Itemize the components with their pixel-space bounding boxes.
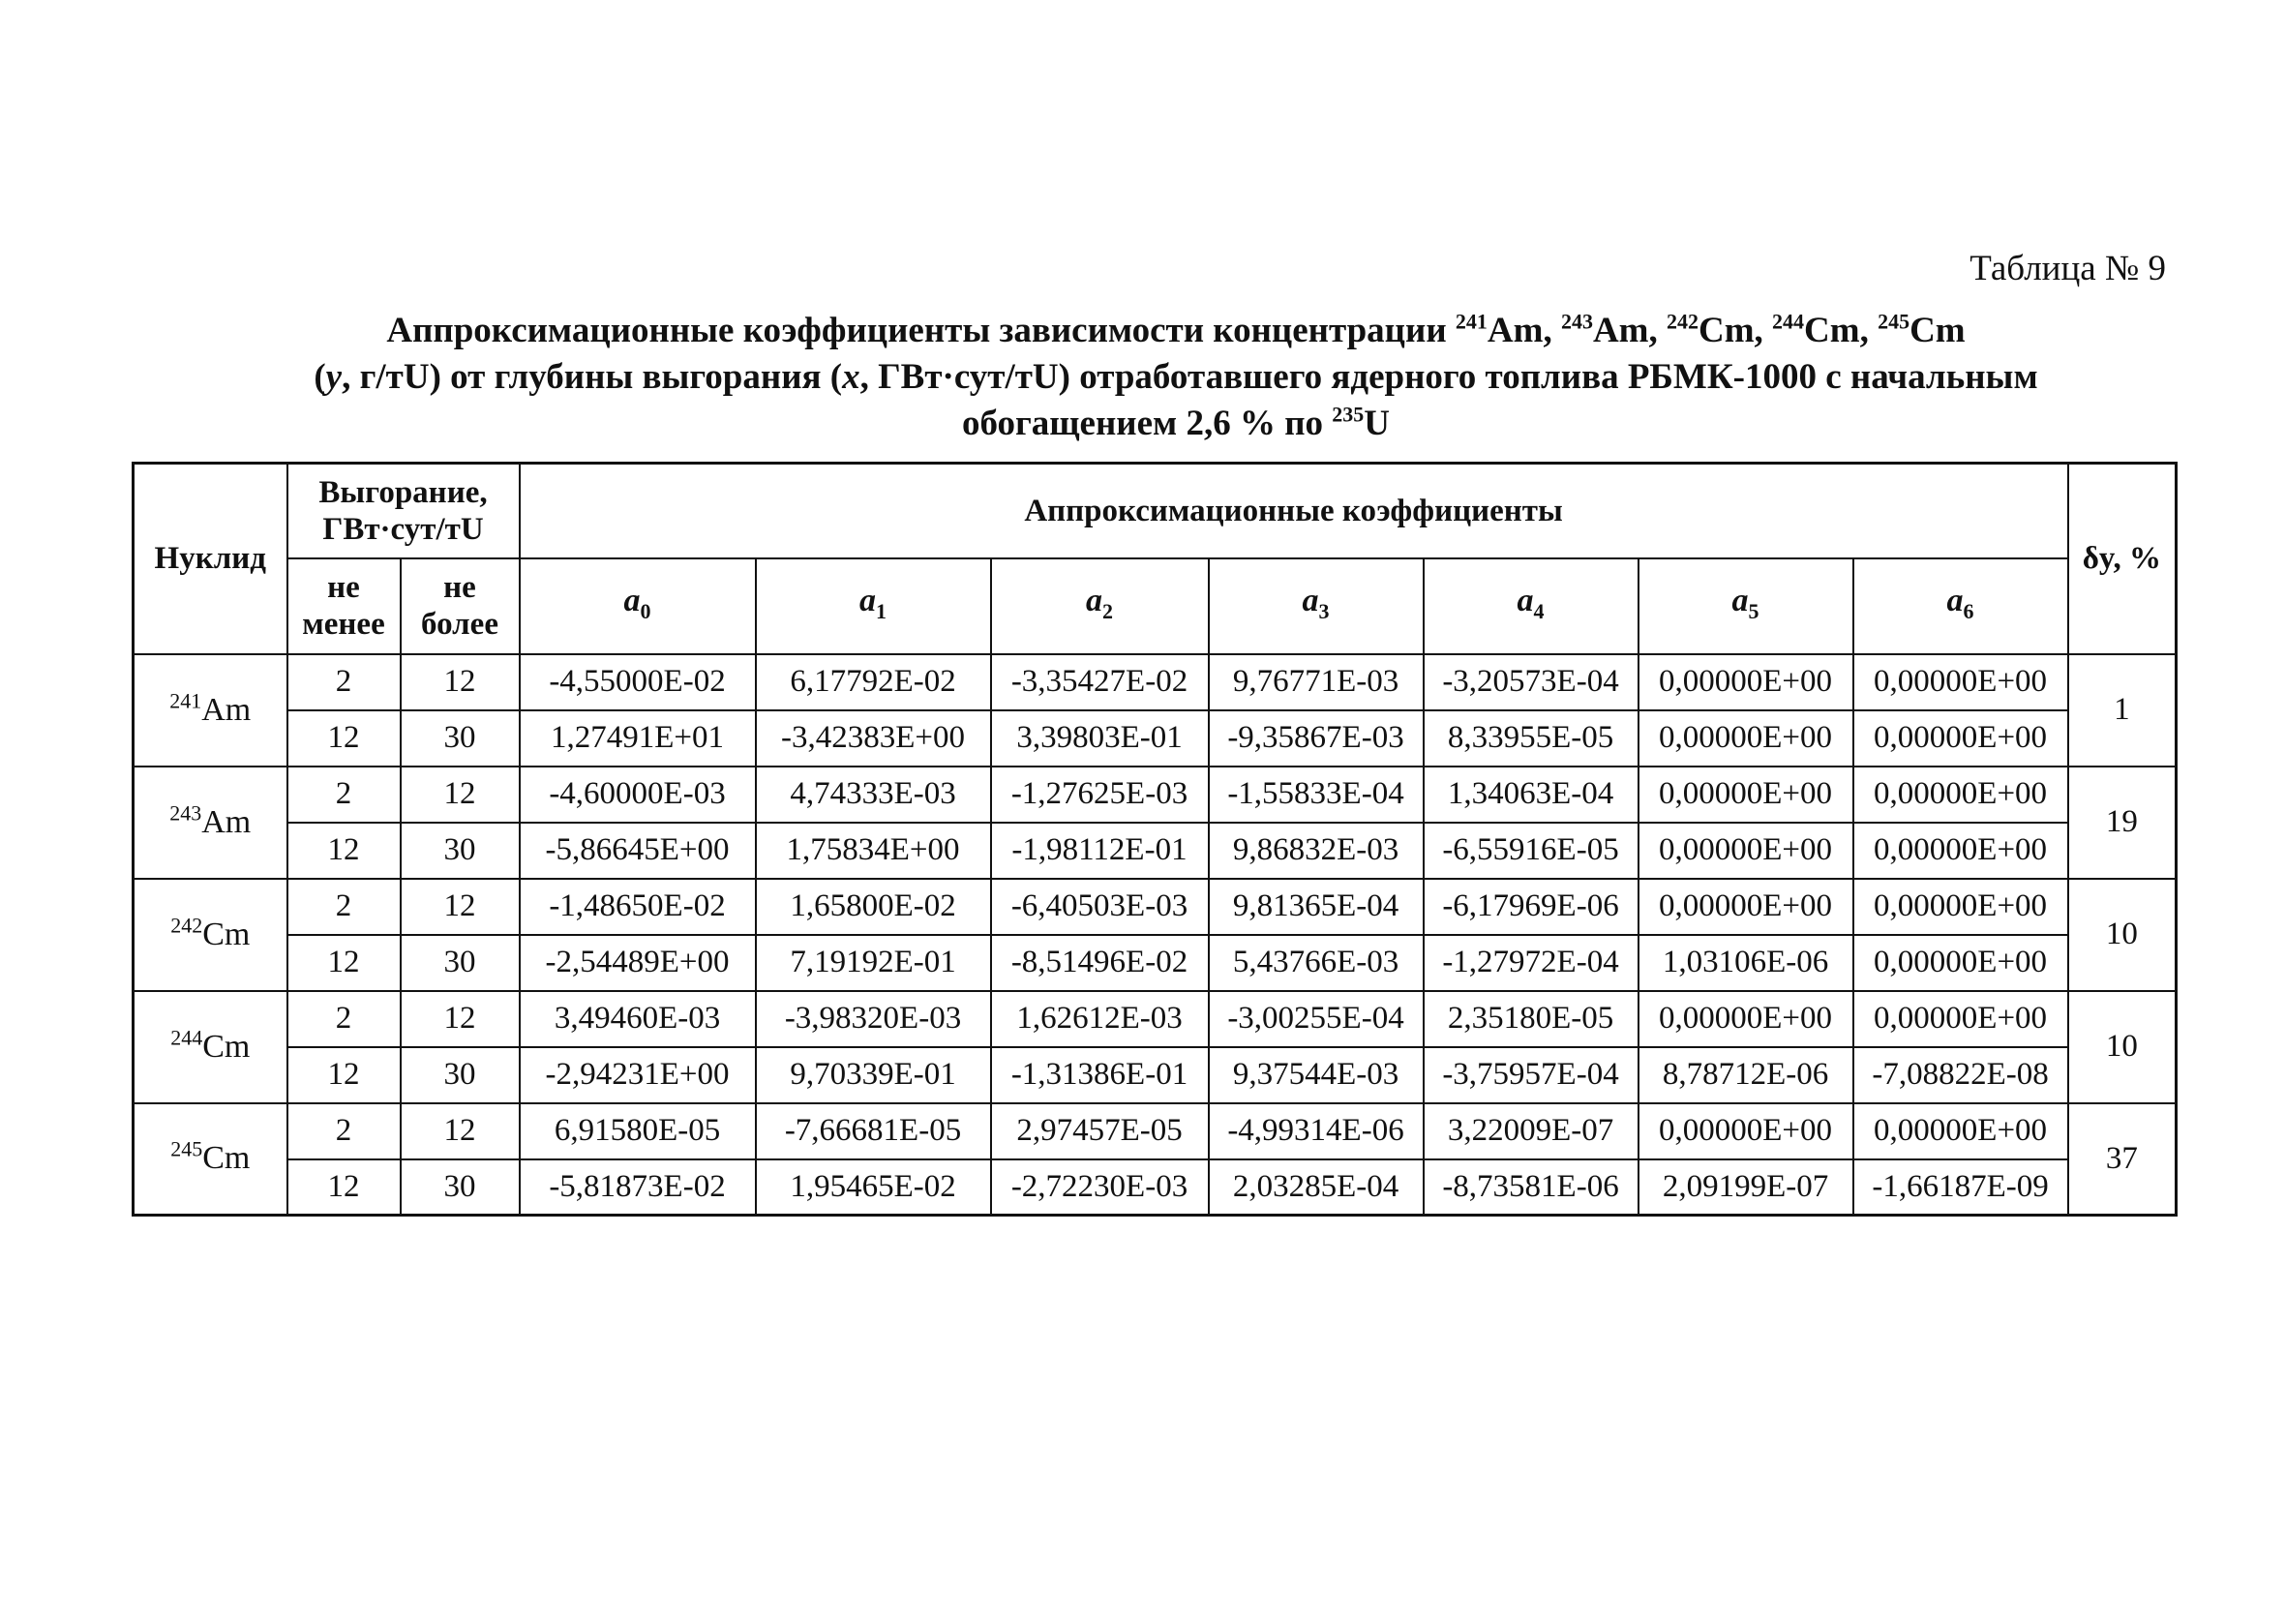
table-row xyxy=(134,935,2177,991)
nuclide-cell xyxy=(134,767,287,879)
burnup-min-cell: 12 xyxy=(287,823,401,879)
title-nuclide-separator: , xyxy=(1754,311,1773,350)
title-enrich-mass: 235 xyxy=(1332,402,1365,427)
coef-a6-cell: 0,00000E+00 xyxy=(1853,991,2068,1047)
burnup-min-cell: 12 xyxy=(287,1159,401,1216)
coef-a5-cell: 0,00000E+00 xyxy=(1639,823,1853,879)
coef-index: 6 xyxy=(1963,598,1974,623)
coef-a1-cell: 7,19192E-01 xyxy=(756,935,991,991)
coef-letter: a xyxy=(1086,582,1103,618)
coef-a2-cell: -1,27625E-03 xyxy=(991,767,1209,823)
coef-a3-cell: -4,99314E-06 xyxy=(1209,1103,1424,1159)
coef-a2-cell: 3,39803E-01 xyxy=(991,710,1209,767)
title-line-2: (y, г/тU) от глубины выгорания (x, ГВт·сут/тU) отработавшего ядерного топлива РБМК-1000 с начальным xyxy=(314,357,2038,397)
burnup-max-cell: 30 xyxy=(401,710,520,767)
coef-a4-cell: -3,20573E-04 xyxy=(1424,654,1639,710)
title-line-3 xyxy=(145,401,2207,447)
burnup-max-cell: 30 xyxy=(401,823,520,879)
coef-a4-cell: -6,55916E-05 xyxy=(1424,823,1639,879)
coef-a0-cell: -4,55000E-02 xyxy=(520,654,756,710)
coef-a6-cell: 0,00000E+00 xyxy=(1853,654,2068,710)
header-coef-a1 xyxy=(756,558,991,654)
table-row xyxy=(134,767,2177,823)
coef-a4-cell: 1,34063E-04 xyxy=(1424,767,1639,823)
title-nuclide-element: Am xyxy=(1487,311,1544,350)
coef-a2-cell: -6,40503E-03 xyxy=(991,879,1209,935)
burnup-max-cell: 12 xyxy=(401,879,520,935)
header-coef-a6 xyxy=(1853,558,2068,654)
coef-a4-cell: -1,27972E-04 xyxy=(1424,935,1639,991)
nuclide-mass: 244 xyxy=(170,1025,203,1050)
title-nuclide-element: Am xyxy=(1592,311,1649,350)
coef-a0-cell: -2,54489E+00 xyxy=(520,935,756,991)
coef-a3-cell: 2,03285E-04 xyxy=(1209,1159,1424,1216)
burnup-max-cell: 30 xyxy=(401,1047,520,1103)
title-nuclide-mass: 244 xyxy=(1772,309,1805,334)
coef-a4-cell: -8,73581E-06 xyxy=(1424,1159,1639,1216)
coef-index: 0 xyxy=(640,598,651,623)
title-nuclide-separator: , xyxy=(1648,311,1667,350)
coef-letter: a xyxy=(1731,582,1749,618)
coef-a2-cell: -2,72230E-03 xyxy=(991,1159,1209,1216)
table-row xyxy=(134,1103,2177,1159)
title-enrich-element: U xyxy=(1364,404,1391,443)
burnup-min-cell: 2 xyxy=(287,879,401,935)
coef-a3-cell: 9,37544E-03 xyxy=(1209,1047,1424,1103)
coef-a6-cell: 0,00000E+00 xyxy=(1853,1103,2068,1159)
coef-a2-cell: 2,97457E-05 xyxy=(991,1103,1209,1159)
header-delta: δy, % xyxy=(2068,464,2177,654)
coef-index: 2 xyxy=(1102,598,1114,623)
burnup-min-cell: 12 xyxy=(287,1047,401,1103)
title-y-var: y xyxy=(325,357,343,397)
coef-a4-cell: 8,33955E-05 xyxy=(1424,710,1639,767)
nuclide-element: Cm xyxy=(202,1028,251,1065)
title-text-3: обогащением 2,6 % по xyxy=(961,404,1333,443)
coef-a5-cell: 0,00000E+00 xyxy=(1639,991,1853,1047)
table-row xyxy=(134,654,2177,710)
burnup-max-cell: 30 xyxy=(401,935,520,991)
title-nuclide-element: Cm xyxy=(1698,311,1755,350)
coef-a6-cell: 0,00000E+00 xyxy=(1853,879,2068,935)
nuclide-element: Am xyxy=(201,691,252,728)
coef-index: 4 xyxy=(1533,598,1545,623)
coef-a5-cell: 0,00000E+00 xyxy=(1639,710,1853,767)
title-nuclide-mass: 242 xyxy=(1666,309,1699,334)
coef-a6-cell: 0,00000E+00 xyxy=(1853,823,2068,879)
burnup-min-cell: 2 xyxy=(287,991,401,1047)
coef-a5-cell: 0,00000E+00 xyxy=(1639,879,1853,935)
coef-a2-cell: -3,35427E-02 xyxy=(991,654,1209,710)
coef-a4-cell: -3,75957E-04 xyxy=(1424,1047,1639,1103)
coef-letter: a xyxy=(859,582,877,618)
coef-a1-cell: 1,75834E+00 xyxy=(756,823,991,879)
coef-letter: a xyxy=(623,582,641,618)
coef-a1-cell: 1,95465E-02 xyxy=(756,1159,991,1216)
nuclide-element: Cm xyxy=(202,1140,251,1177)
header-burnup-max: не более xyxy=(401,558,520,654)
coef-a1-cell: 4,74333E-03 xyxy=(756,767,991,823)
coef-a1-cell: -3,98320E-03 xyxy=(756,991,991,1047)
coef-a4-cell: 3,22009E-07 xyxy=(1424,1103,1639,1159)
burnup-min-cell: 2 xyxy=(287,654,401,710)
coef-a2-cell: -1,98112E-01 xyxy=(991,823,1209,879)
coef-a2-cell: 1,62612E-03 xyxy=(991,991,1209,1047)
nuclide-mass: 243 xyxy=(169,800,202,826)
coef-a2-cell: -8,51496E-02 xyxy=(991,935,1209,991)
coef-index: 1 xyxy=(876,598,887,623)
title-nuclide-mass: 245 xyxy=(1878,309,1910,334)
coef-index: 5 xyxy=(1748,598,1759,623)
coef-a5-cell: 0,00000E+00 xyxy=(1639,1103,1853,1159)
coef-a5-cell: 0,00000E+00 xyxy=(1639,767,1853,823)
burnup-max-cell: 12 xyxy=(401,991,520,1047)
header-burnup: Выгорание, ГВт·сут/тU xyxy=(287,464,520,558)
coef-a6-cell: -1,66187E-09 xyxy=(1853,1159,2068,1216)
coef-a0-cell: -2,94231E+00 xyxy=(520,1047,756,1103)
coef-a6-cell: -7,08822E-08 xyxy=(1853,1047,2068,1103)
coef-a1-cell: 6,17792E-02 xyxy=(756,654,991,710)
burnup-min-cell: 12 xyxy=(287,710,401,767)
coef-a0-cell: -4,60000E-03 xyxy=(520,767,756,823)
title-nuclide-list xyxy=(1456,311,1966,350)
coefficients-table xyxy=(132,462,2178,1217)
title-nuclide-element: Cm xyxy=(1909,311,1966,350)
burnup-min-cell: 2 xyxy=(287,767,401,823)
coef-a5-cell: 1,03106E-06 xyxy=(1639,935,1853,991)
burnup-min-cell: 12 xyxy=(287,935,401,991)
coef-a5-cell: 2,09199E-07 xyxy=(1639,1159,1853,1216)
coef-a6-cell: 0,00000E+00 xyxy=(1853,935,2068,991)
coef-a6-cell: 0,00000E+00 xyxy=(1853,710,2068,767)
burnup-max-cell: 12 xyxy=(401,767,520,823)
burnup-max-cell: 12 xyxy=(401,1103,520,1159)
header-coef-a3 xyxy=(1209,558,1424,654)
nuclide-element: Am xyxy=(201,803,252,840)
coef-a1-cell: 9,70339E-01 xyxy=(756,1047,991,1103)
coef-a0-cell: 3,49460E-03 xyxy=(520,991,756,1047)
coef-a4-cell: -6,17969E-06 xyxy=(1424,879,1639,935)
coef-a1-cell: 1,65800E-02 xyxy=(756,879,991,935)
coef-a3-cell: 9,86832E-03 xyxy=(1209,823,1424,879)
coef-a0-cell: -5,86645E+00 xyxy=(520,823,756,879)
table-row xyxy=(134,991,2177,1047)
coef-a6-cell: 0,00000E+00 xyxy=(1853,767,2068,823)
table-row xyxy=(134,1159,2177,1216)
coef-a0-cell: -5,81873E-02 xyxy=(520,1159,756,1216)
coef-letter: a xyxy=(1946,582,1964,618)
coef-a3-cell: -1,55833E-04 xyxy=(1209,767,1424,823)
coef-a2-cell: -1,31386E-01 xyxy=(991,1047,1209,1103)
header-coefficients: Аппроксимационные коэффициенты xyxy=(520,464,2068,558)
nuclide-mass: 242 xyxy=(170,913,203,938)
nuclide-cell xyxy=(134,879,287,991)
coef-a3-cell: -3,00255E-04 xyxy=(1209,991,1424,1047)
title-y-unit: , г/тU) от глубины выгорания ( xyxy=(342,357,843,397)
title-text-2: , ГВт·сут/тU) отработавшего ядерного топлива РБМК-1000 с начальным xyxy=(859,357,2038,397)
table-title xyxy=(145,308,2207,447)
coef-a3-cell: 5,43766E-03 xyxy=(1209,935,1424,991)
nuclide-cell xyxy=(134,1103,287,1216)
delta-cell: 10 xyxy=(2068,991,2177,1103)
coef-a0-cell: 1,27491E+01 xyxy=(520,710,756,767)
header-coef-a4 xyxy=(1424,558,1639,654)
table-row xyxy=(134,710,2177,767)
nuclide-mass: 241 xyxy=(169,688,202,713)
title-text-1: Аппроксимационные коэффициенты зависимости концентрации xyxy=(386,311,1456,350)
title-x-var: x xyxy=(842,357,860,397)
coef-a1-cell: -7,66681E-05 xyxy=(756,1103,991,1159)
table-row xyxy=(134,879,2177,935)
delta-cell: 1 xyxy=(2068,654,2177,767)
header-burnup-min: не менее xyxy=(287,558,401,654)
coef-a4-cell: 2,35180E-05 xyxy=(1424,991,1639,1047)
coef-index: 3 xyxy=(1318,598,1330,623)
nuclide-element: Cm xyxy=(202,916,251,952)
table-row xyxy=(134,1047,2177,1103)
delta-cell: 37 xyxy=(2068,1103,2177,1216)
title-nuclide-element: Cm xyxy=(1804,311,1860,350)
burnup-min-cell: 2 xyxy=(287,1103,401,1159)
header-coef-a0 xyxy=(520,558,756,654)
coef-a0-cell: -1,48650E-02 xyxy=(520,879,756,935)
nuclide-cell xyxy=(134,991,287,1103)
nuclide-mass: 245 xyxy=(170,1136,203,1161)
burnup-max-cell: 30 xyxy=(401,1159,520,1216)
title-nuclide-separator: , xyxy=(1543,311,1561,350)
coef-letter: a xyxy=(1302,582,1319,618)
table-number: Таблица № 9 xyxy=(1969,249,2166,288)
coef-a3-cell: 9,76771E-03 xyxy=(1209,654,1424,710)
coef-a3-cell: 9,81365E-04 xyxy=(1209,879,1424,935)
coef-a5-cell: 8,78712E-06 xyxy=(1639,1047,1853,1103)
title-nuclide-separator: , xyxy=(1859,311,1879,350)
delta-cell: 10 xyxy=(2068,879,2177,991)
coef-a5-cell: 0,00000E+00 xyxy=(1639,654,1853,710)
nuclide-cell xyxy=(134,654,287,767)
coef-letter: a xyxy=(1517,582,1534,618)
title-nuclide-mass: 243 xyxy=(1560,309,1593,334)
title-line-1 xyxy=(145,308,2207,354)
coef-a1-cell: -3,42383E+00 xyxy=(756,710,991,767)
table-row xyxy=(134,823,2177,879)
burnup-max-cell: 12 xyxy=(401,654,520,710)
coef-a3-cell: -9,35867E-03 xyxy=(1209,710,1424,767)
header-coef-a5 xyxy=(1639,558,1853,654)
header-nuclide: Нуклид xyxy=(134,464,287,654)
delta-cell: 19 xyxy=(2068,767,2177,879)
title-nuclide-mass: 241 xyxy=(1455,309,1488,334)
header-coef-a2 xyxy=(991,558,1209,654)
coef-a0-cell: 6,91580E-05 xyxy=(520,1103,756,1159)
